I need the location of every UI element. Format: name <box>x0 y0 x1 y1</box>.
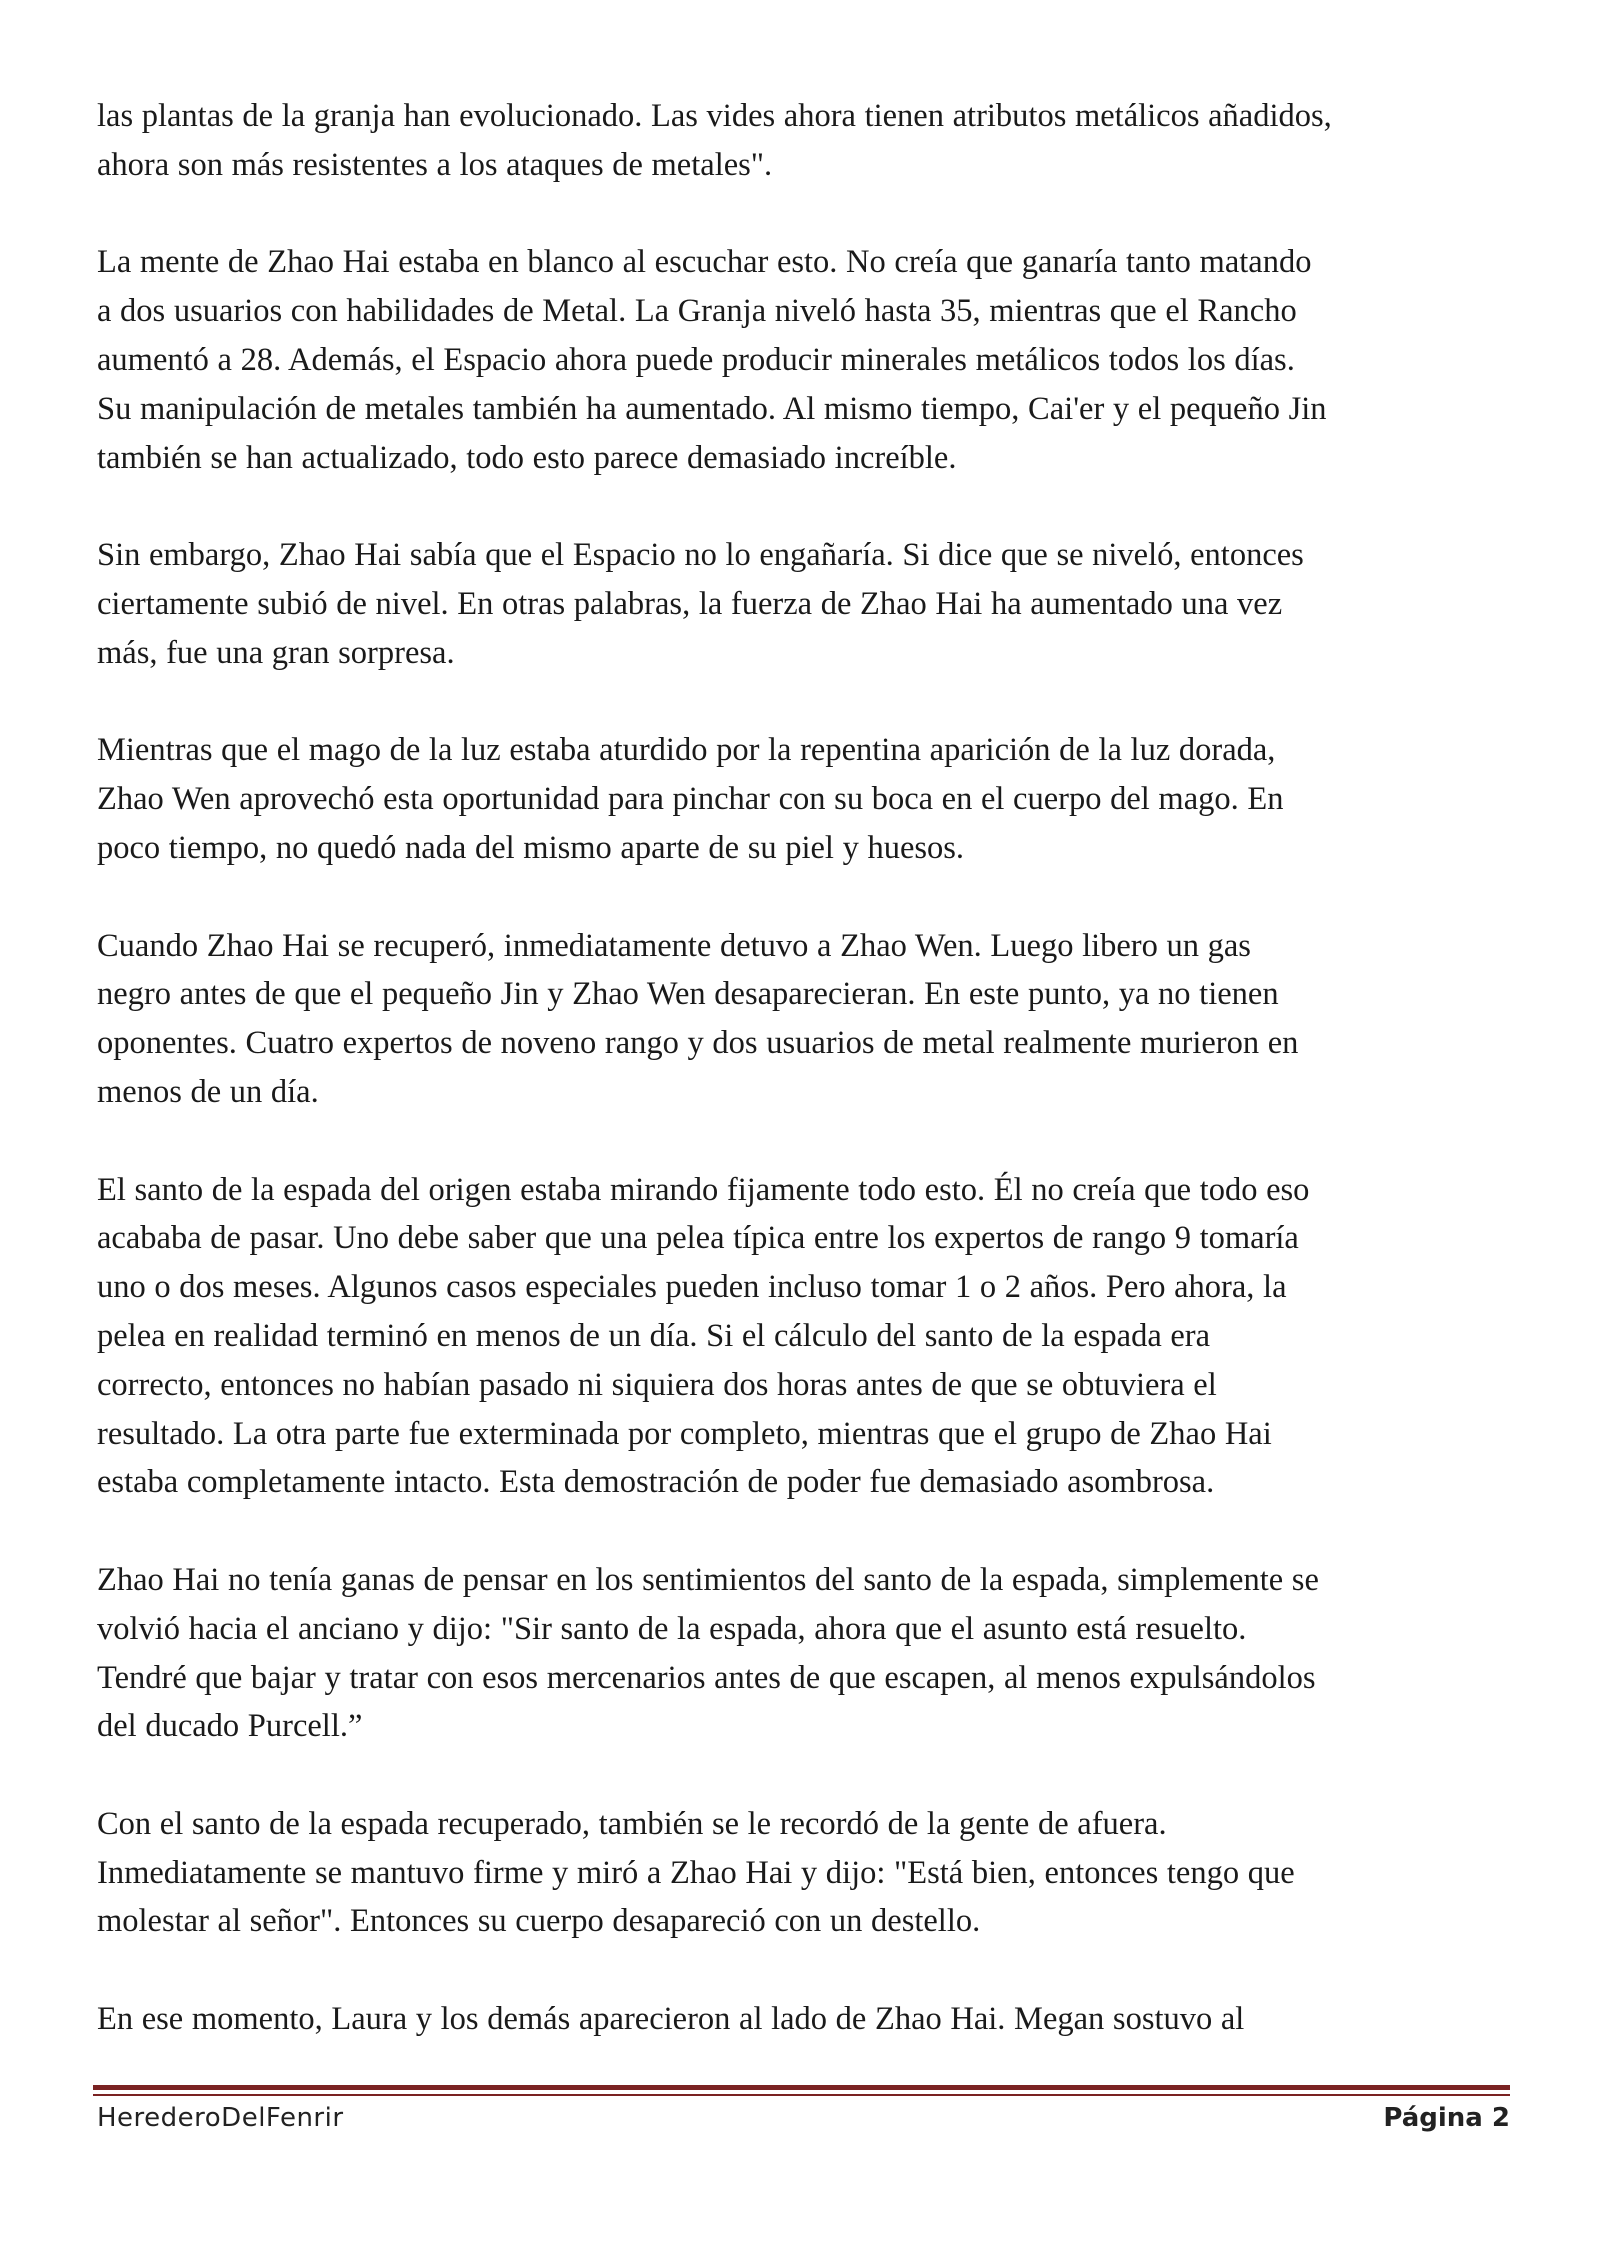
text-line: Sin embargo, Zhao Hai sabía que el Espacio no lo engañaría. Si dice que se niveló, entonces <box>97 537 1304 574</box>
text-line: molestar al señor". Entonces su cuerpo desapareció con un destello. <box>97 1903 981 1940</box>
text-line: Zhao Hai no tenía ganas de pensar en los sentimientos del santo de la espada, simplemente se <box>97 1561 1319 1598</box>
text-line: del ducado Purcell.” <box>97 1708 363 1745</box>
paragraph <box>97 238 1517 482</box>
paragraph <box>97 92 1517 190</box>
text-line: Su manipulación de metales también ha aumentado. Al mismo tiempo, Cai'er y el pequeño Jin <box>97 390 1327 427</box>
text-line: las plantas de la granja han evolucionado. Las vides ahora tienen atributos metálicos añadidos, <box>97 98 1332 134</box>
text-line: poco tiempo, no quedó nada del mismo aparte de su piel y huesos. <box>97 829 965 866</box>
paragraph <box>97 1995 1517 2044</box>
page-footer <box>97 2098 1510 2138</box>
text-line: Zhao Wen aprovechó esta oportunidad para pinchar con su boca en el cuerpo del mago. En <box>97 781 1284 818</box>
paragraph <box>97 1556 1517 1751</box>
text-line: volvió hacia el anciano y dijo: "Sir santo de la espada, ahora que el asunto está resuelto. <box>97 1610 1247 1647</box>
text-line: también se han actualizado, todo esto parece demasiado increíble. <box>97 439 957 476</box>
paragraph <box>97 726 1517 872</box>
text-line: a dos usuarios con habilidades de Metal. La Granja niveló hasta 35, mientras que el Rancho <box>97 293 1297 330</box>
text-line: acababa de pasar. Uno debe saber que una pelea típica entre los expertos de rango 9 tomaría <box>97 1220 1299 1257</box>
paragraph <box>97 1166 1517 1508</box>
text-line: más, fue una gran sorpresa. <box>97 634 455 671</box>
text-line: Cuando Zhao Hai se recuperó, inmediatamente detuvo a Zhao Wen. Luego libero un gas <box>97 927 1251 964</box>
text-line: oponentes. Cuatro expertos de noveno rango y dos usuarios de metal realmente murieron en <box>97 1025 1299 1062</box>
text-line: Tendré que bajar y tratar con esos mercenarios antes de que escapen, al menos expulsándolos <box>97 1659 1316 1696</box>
text-line: resultado. La otra parte fue exterminada por completo, mientras que el grupo de Zhao Hai <box>97 1415 1272 1452</box>
footer-rule-thin <box>93 2094 1510 2096</box>
text-line: ahora son más resistentes a los ataques de metales". <box>97 146 773 183</box>
text-line: uno o dos meses. Algunos casos especiales pueden incluso tomar 1 o 2 años. Pero ahora, la <box>97 1269 1287 1306</box>
paragraph <box>97 922 1517 1117</box>
footer-rule-thick <box>93 2085 1510 2090</box>
text-line: estaba completamente intacto. Esta demostración de poder fue demasiado asombrosa. <box>97 1464 1215 1501</box>
footer-author: HerederoDelFenrir <box>97 2103 344 2133</box>
text-line: menos de un día. <box>97 1073 319 1110</box>
text-line: En ese momento, Laura y los demás aparecieron al lado de Zhao Hai. Megan sostuvo al <box>97 2001 1245 2038</box>
body-text <box>97 92 1517 2044</box>
footer-page-number: Página 2 <box>1383 2103 1510 2133</box>
text-line: La mente de Zhao Hai estaba en blanco al escuchar esto. No creía que ganaría tanto matando <box>97 244 1312 281</box>
paragraph <box>97 531 1517 677</box>
text-line: Con el santo de la espada recuperado, también se le recordó de la gente de afuera. <box>97 1805 1167 1842</box>
text-line: Inmediatamente se mantuvo firme y miró a Zhao Hai y dijo: "Está bien, entonces tengo que <box>97 1854 1295 1891</box>
text-line: El santo de la espada del origen estaba mirando fijamente todo esto. Él no creía que todo eso <box>97 1171 1310 1208</box>
paragraph <box>97 1800 1517 1946</box>
text-line: correcto, entonces no habían pasado ni siquiera dos horas antes de que se obtuviera el <box>97 1366 1217 1403</box>
text-line: Mientras que el mago de la luz estaba aturdido por la repentina aparición de la luz dorada, <box>97 732 1276 769</box>
text-line: aumentó a 28. Además, el Espacio ahora puede producir minerales metálicos todos los días. <box>97 341 1295 378</box>
text-line: negro antes de que el pequeño Jin y Zhao Wen desaparecieran. En este punto, ya no tienen <box>97 976 1279 1013</box>
text-line: ciertamente subió de nivel. En otras palabras, la fuerza de Zhao Hai ha aumentado una vez <box>97 585 1283 622</box>
text-line: pelea en realidad terminó en menos de un día. Si el cálculo del santo de la espada era <box>97 1317 1211 1354</box>
